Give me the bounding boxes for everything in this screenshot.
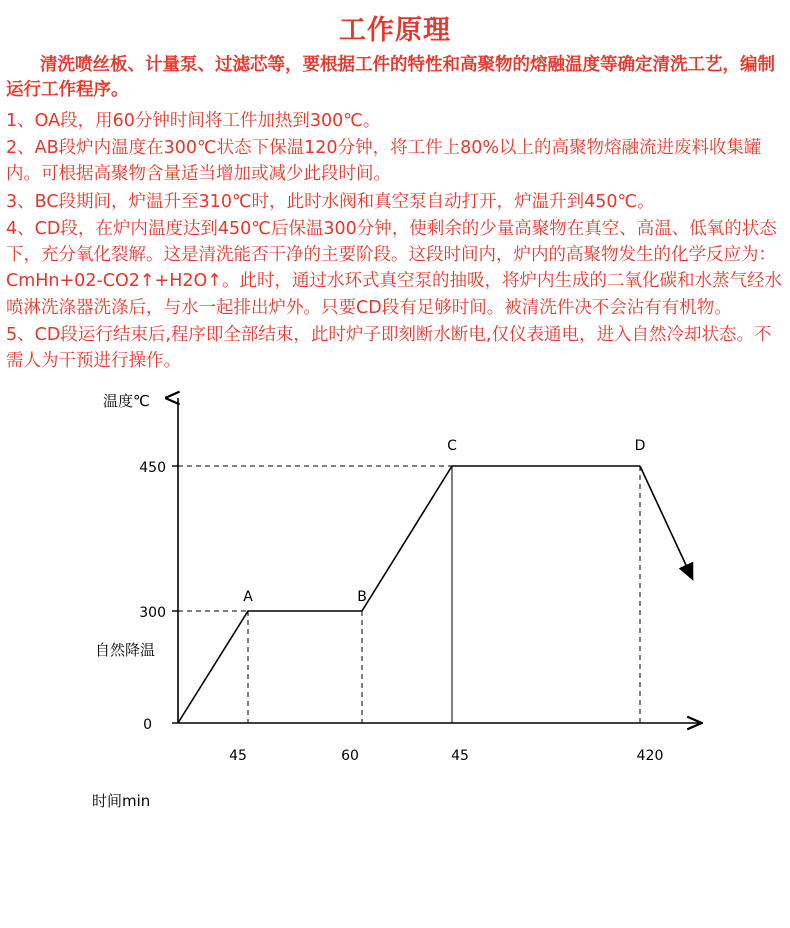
lead-paragraph: 清洗喷丝板、计量泵、过滤芯等，要根据工件的特性和高聚物的熔融温度等确定清洗工艺，编制运行工作程序。 bbox=[6, 55, 775, 101]
x-tick-label-1: 45 bbox=[229, 748, 247, 765]
paragraph-5: 5、CD段运行结束后,程序即全部结束，此时炉子即刻断水断电,仅仪表通电，进入自然冷却状态。不需人为干预进行操作。 bbox=[6, 324, 772, 371]
paragraph-1: 1、OA段，用60分钟时间将工件加热到300℃。 bbox=[6, 110, 381, 131]
paragraph-3: 3、BC段期间，炉温升至310℃时，此时水阀和真空泵自动打开，炉温升到450℃。 bbox=[6, 191, 655, 212]
temperature-profile-chart bbox=[0, 388, 790, 818]
point-label-b: B bbox=[357, 589, 367, 606]
curve-cooldown bbox=[640, 466, 692, 578]
x-tick-label-3: 45 bbox=[451, 748, 469, 765]
x-tick-label-4: 420 bbox=[636, 748, 664, 765]
point-label-a: A bbox=[243, 589, 253, 606]
y-tick-label-0: 0 bbox=[143, 717, 152, 734]
chart-note-natural-cooling: 自然降温 bbox=[95, 641, 156, 660]
y-tick-label-450: 450 bbox=[139, 460, 166, 477]
x-tick-label-2: 60 bbox=[341, 748, 359, 765]
x-axis-label: 时间min bbox=[92, 792, 151, 811]
y-tick-label-300: 300 bbox=[139, 605, 166, 622]
y-axis-label: 温度℃ bbox=[103, 392, 150, 411]
page-title: 工作原理 bbox=[339, 15, 451, 46]
chart-svg bbox=[0, 388, 790, 818]
paragraph-4: 4、CD段，在炉内温度达到450℃后保温300分钟，使剩余的少量高聚物在真空、高温、低氧的状态下，充分氧化裂解。这是清洗能否干净的主要阶段。这段时间内，炉内的高聚物发生的化学反应为：CmHn+02-CO2↑+H2O↑。此时，通过水环式真空泵的抽吸，将炉内生成的二氧化碳和水蒸气经水喷淋洗涤器洗涤后，与水一起排出炉外。只要CD段有足够时间。被清洗件决不会沾有有机物。 bbox=[6, 218, 782, 318]
document-page bbox=[0, 8, 790, 928]
point-label-c: C bbox=[447, 438, 457, 455]
point-label-d: D bbox=[634, 438, 646, 455]
paragraph-2: 2、AB段炉内温度在300℃状态下保温120分钟，将工件上80%以上的高聚物熔融流进废料收集罐内。可根据高聚物含量适当增加或减少此段时间。 bbox=[6, 138, 762, 185]
